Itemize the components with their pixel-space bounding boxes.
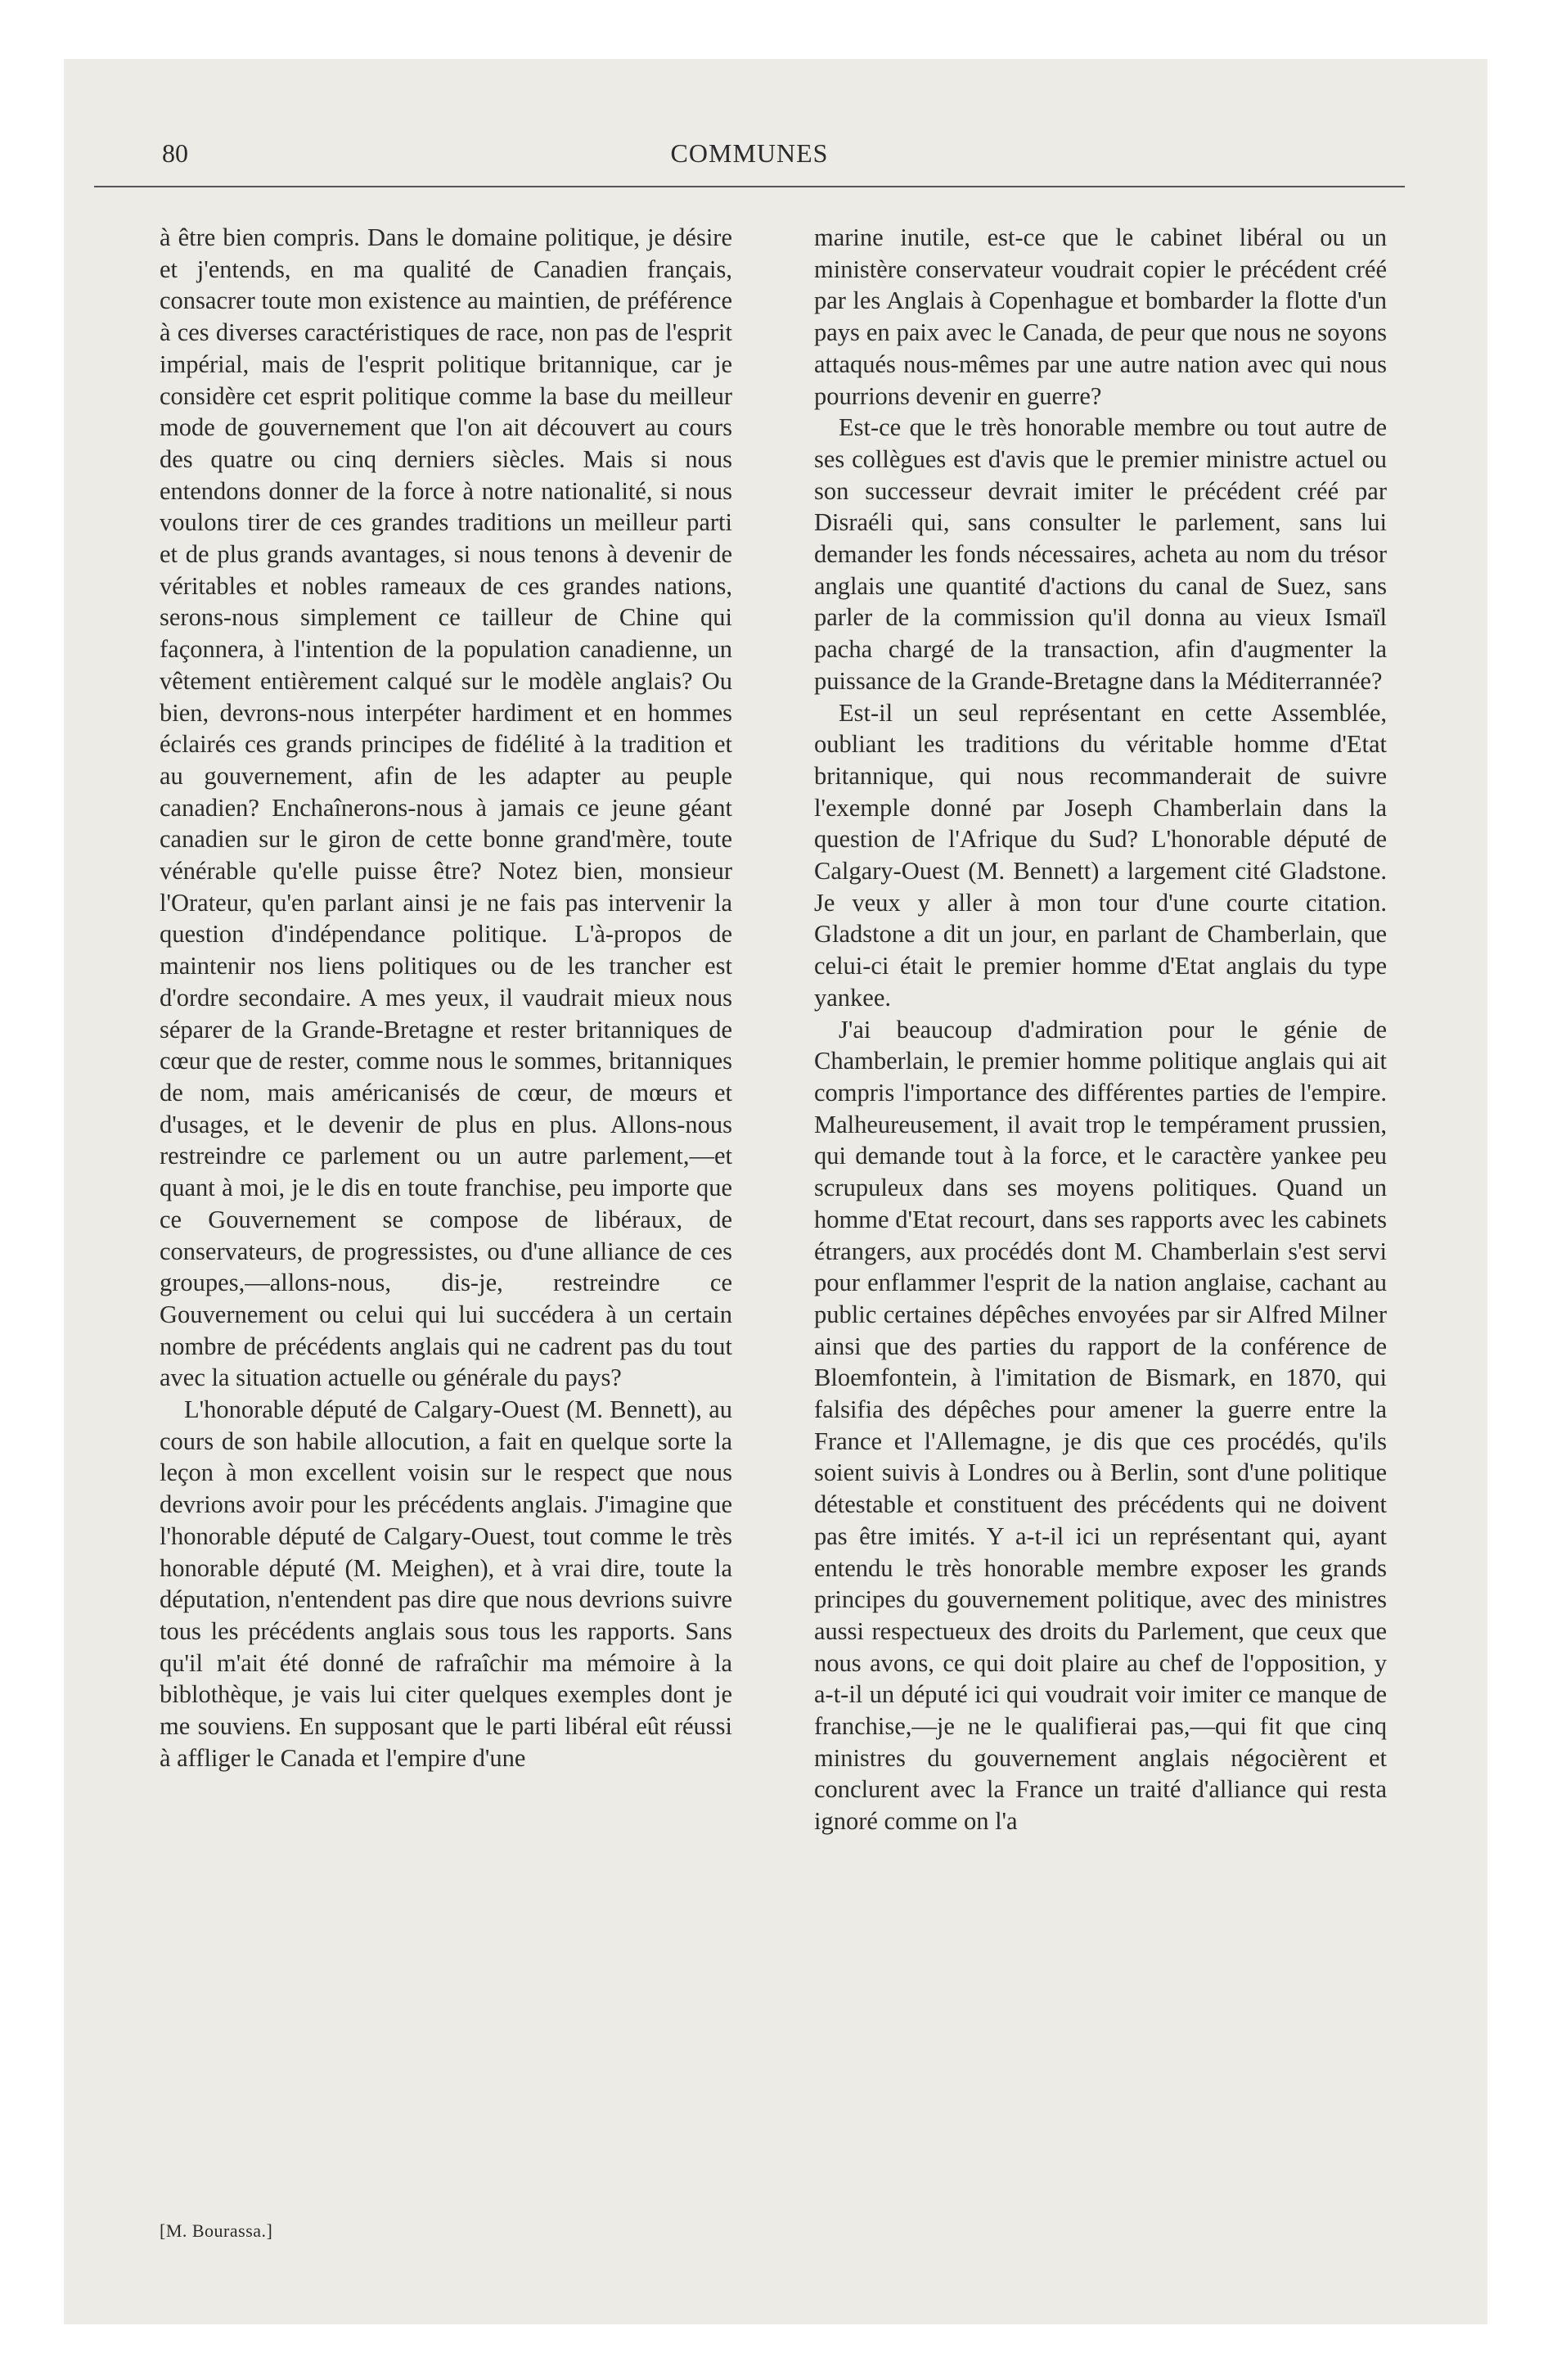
paragraph: marine inutile, est-ce que le cabinet libéral ou un ministère conservateur voudrait copier le précédent créé par les Anglais à Copenhague et bombarder la flotte d'un pays en paix avec le Canada, de peur que nous ne soyons attaqués nous-mêmes par une autre nation avec qui nous pourrions devenir en guerre? bbox=[814, 223, 1387, 410]
speaker-attribution: [M. Bourassa.] bbox=[160, 2220, 273, 2241]
paragraph: L'honorable député de Calgary-Ouest (M. Bennett), au cours de son habile allocution, a fait en quelque sorte la leçon à mon excellent voisin sur le respect que nous devrions avoir pour les précédents anglais. J'imagine que l'honorable député de Calgary-Ouest, tout comme le très honorable député (M. Meighen), et à vrai dire, toute la députation, n'entendent pas dire que nous devrions suivre tous les précédents anglais sous tous les rapports. Sans qu'il m'ait été donné de rafraîchir ma mémoire à la biblothèque, je vais lui citer quelques exemples dont je me souviens. En supposant que le parti libéral eût réussi à affliger le Canada et l'empire d'une bbox=[160, 1395, 732, 1772]
document-page bbox=[94, 135, 1405, 2279]
paragraph: à être bien compris. Dans le domaine politique, je désire et j'entends, en ma qualité de Canadien français, consacrer toute mon existence au maintien, de préférence à ces diverses caractéristiques de race, non pas de l'esprit impérial, mais de l'esprit politique britannique, car je considère cet esprit politique comme la base du meilleur mode de gouvernement que l'on ait découvert au cours des quatre ou cinq derniers siècles. Mais si nous entendons donner de la force à notre nationalité, si nous voulons tirer de ces grandes traditions un meilleur parti et de plus grands avantages, si nous tenons à devenir de véritables et nobles rameaux de ces grandes nations, serons-nous simplement ce tailleur de Chine qui façonnera, à l'intention de la population canadienne, un vêtement entièrement calqué sur le modèle anglais? Ou bien, devrons-nous interpéter hardiment et en hommes éclairés ces grands principes de fidélité à la tradition et au gouvernement, afin de les adapter au peuple canadien? Enchaînerons-nous à jamais ce jeune géant canadien sur le giron de cette bonne grand'mère, toute vénérable qu'elle puisse être? Notez bien, monsieur l'Orateur, qu'en parlant ainsi je ne fais pas intervenir la question d'indépendance politique. L'à-propos de maintenir nos liens politiques ou de les trancher est d'ordre secondaire. A mes yeux, il vaudrait mieux nous séparer de la Grande-Bretagne et rester britanniques de cœur que de rester, comme nous le sommes, britanniques de nom, mais américanisés de cœur, de mœurs et d'usages, et le devenir de plus en plus. Allons-nous restreindre ce parlement ou un autre parlement,—et quant à moi, je le dis en toute franchise, peu importe que ce Gouvernement se compose de libéraux, de conservateurs, de progressistes, ou d'une alliance de ces groupes,—allons-nous, dis-je, restreindre ce Gouvernement ou celui qui lui succédera à un certain nombre de précédents anglais qui ne cadrent pas du tout avec la situation actuelle ou générale du pays? bbox=[160, 223, 732, 1392]
page-number: 80 bbox=[162, 138, 188, 168]
right-column bbox=[814, 222, 1387, 1837]
running-head bbox=[94, 135, 1405, 187]
paragraph: Est-il un seul représentant en cette Assemblée, oubliant les traditions du véritable homme d'Etat britannique, qui nous recommanderait de suivre l'exemple donné par Joseph Chamberlain dans la question de l'Afrique du Sud? L'honorable député de Calgary-Ouest (M. Bennett) a largement cité Gladstone. Je veux y aller à mon tour d'une courte citation. Gladstone a dit un jour, en parlant de Chamberlain, que celui-ci était le premier homme d'Etat anglais du type yankee. bbox=[814, 698, 1387, 1012]
journal-title: COMMUNES bbox=[670, 138, 829, 168]
paragraph: J'ai beaucoup d'admiration pour le génie de Chamberlain, le premier homme politique anglais qui ait compris l'importance des différentes parties de l'empire. Malheureusement, il avait trop le tempérament prussien, qui demande tout à la force, et le caractère yankee peu scrupuleux dans ses moyens politiques. Quand un homme d'Etat recourt, dans ses rapports avec les cabinets étrangers, aux procédés dont M. Chamberlain s'est servi pour enflammer l'esprit de la nation anglaise, cachant au public certaines dépêches envoyées par sir Alfred Milner ainsi que des parties du rapport de la conférence de Bloemfontein, à l'imitation de Bismark, en 1870, qui falsifia des dépêches pour amener la guerre entre la France et l'Allemagne, je dis que ces procédés, qu'ils soient suivis à Londres ou à Berlin, sont d'une politique détestable et constituent des précédents qui ne doivent pas être imités. Y a-t-il ici un représentant qui, ayant entendu le très honorable membre exposer les grands principes du gouvernement politique, avec des ministres aussi respectueux des droits du Parlement, que ceux que nous avons, ce qui doit plaire au chef de l'opposition, y a-t-il un député ici qui voudrait voir imiter ce manque de franchise,—je ne le qualifierai pas,—qui fit que cinq ministres du gouvernement anglais négocièrent et conclurent avec la France un traité d'alliance qui resta ignoré comme on l'a bbox=[814, 1015, 1387, 1836]
left-column bbox=[160, 222, 732, 1774]
paragraph: Est-ce que le très honorable membre ou tout autre de ses collègues est d'avis que le premier ministre actuel ou son successeur devrait imiter le précédent créé par Disraéli qui, sans consulter le parlement, sans lui demander les fonds nécessaires, acheta au nom du trésor anglais une quantité d'actions du canal de Suez, sans parler de la commission qu'il donna au vieux Ismaïl pacha chargé de la transaction, afin d'augmenter la puissance de la Grande-Bretagne dans la Méditerrannée? bbox=[814, 413, 1387, 695]
